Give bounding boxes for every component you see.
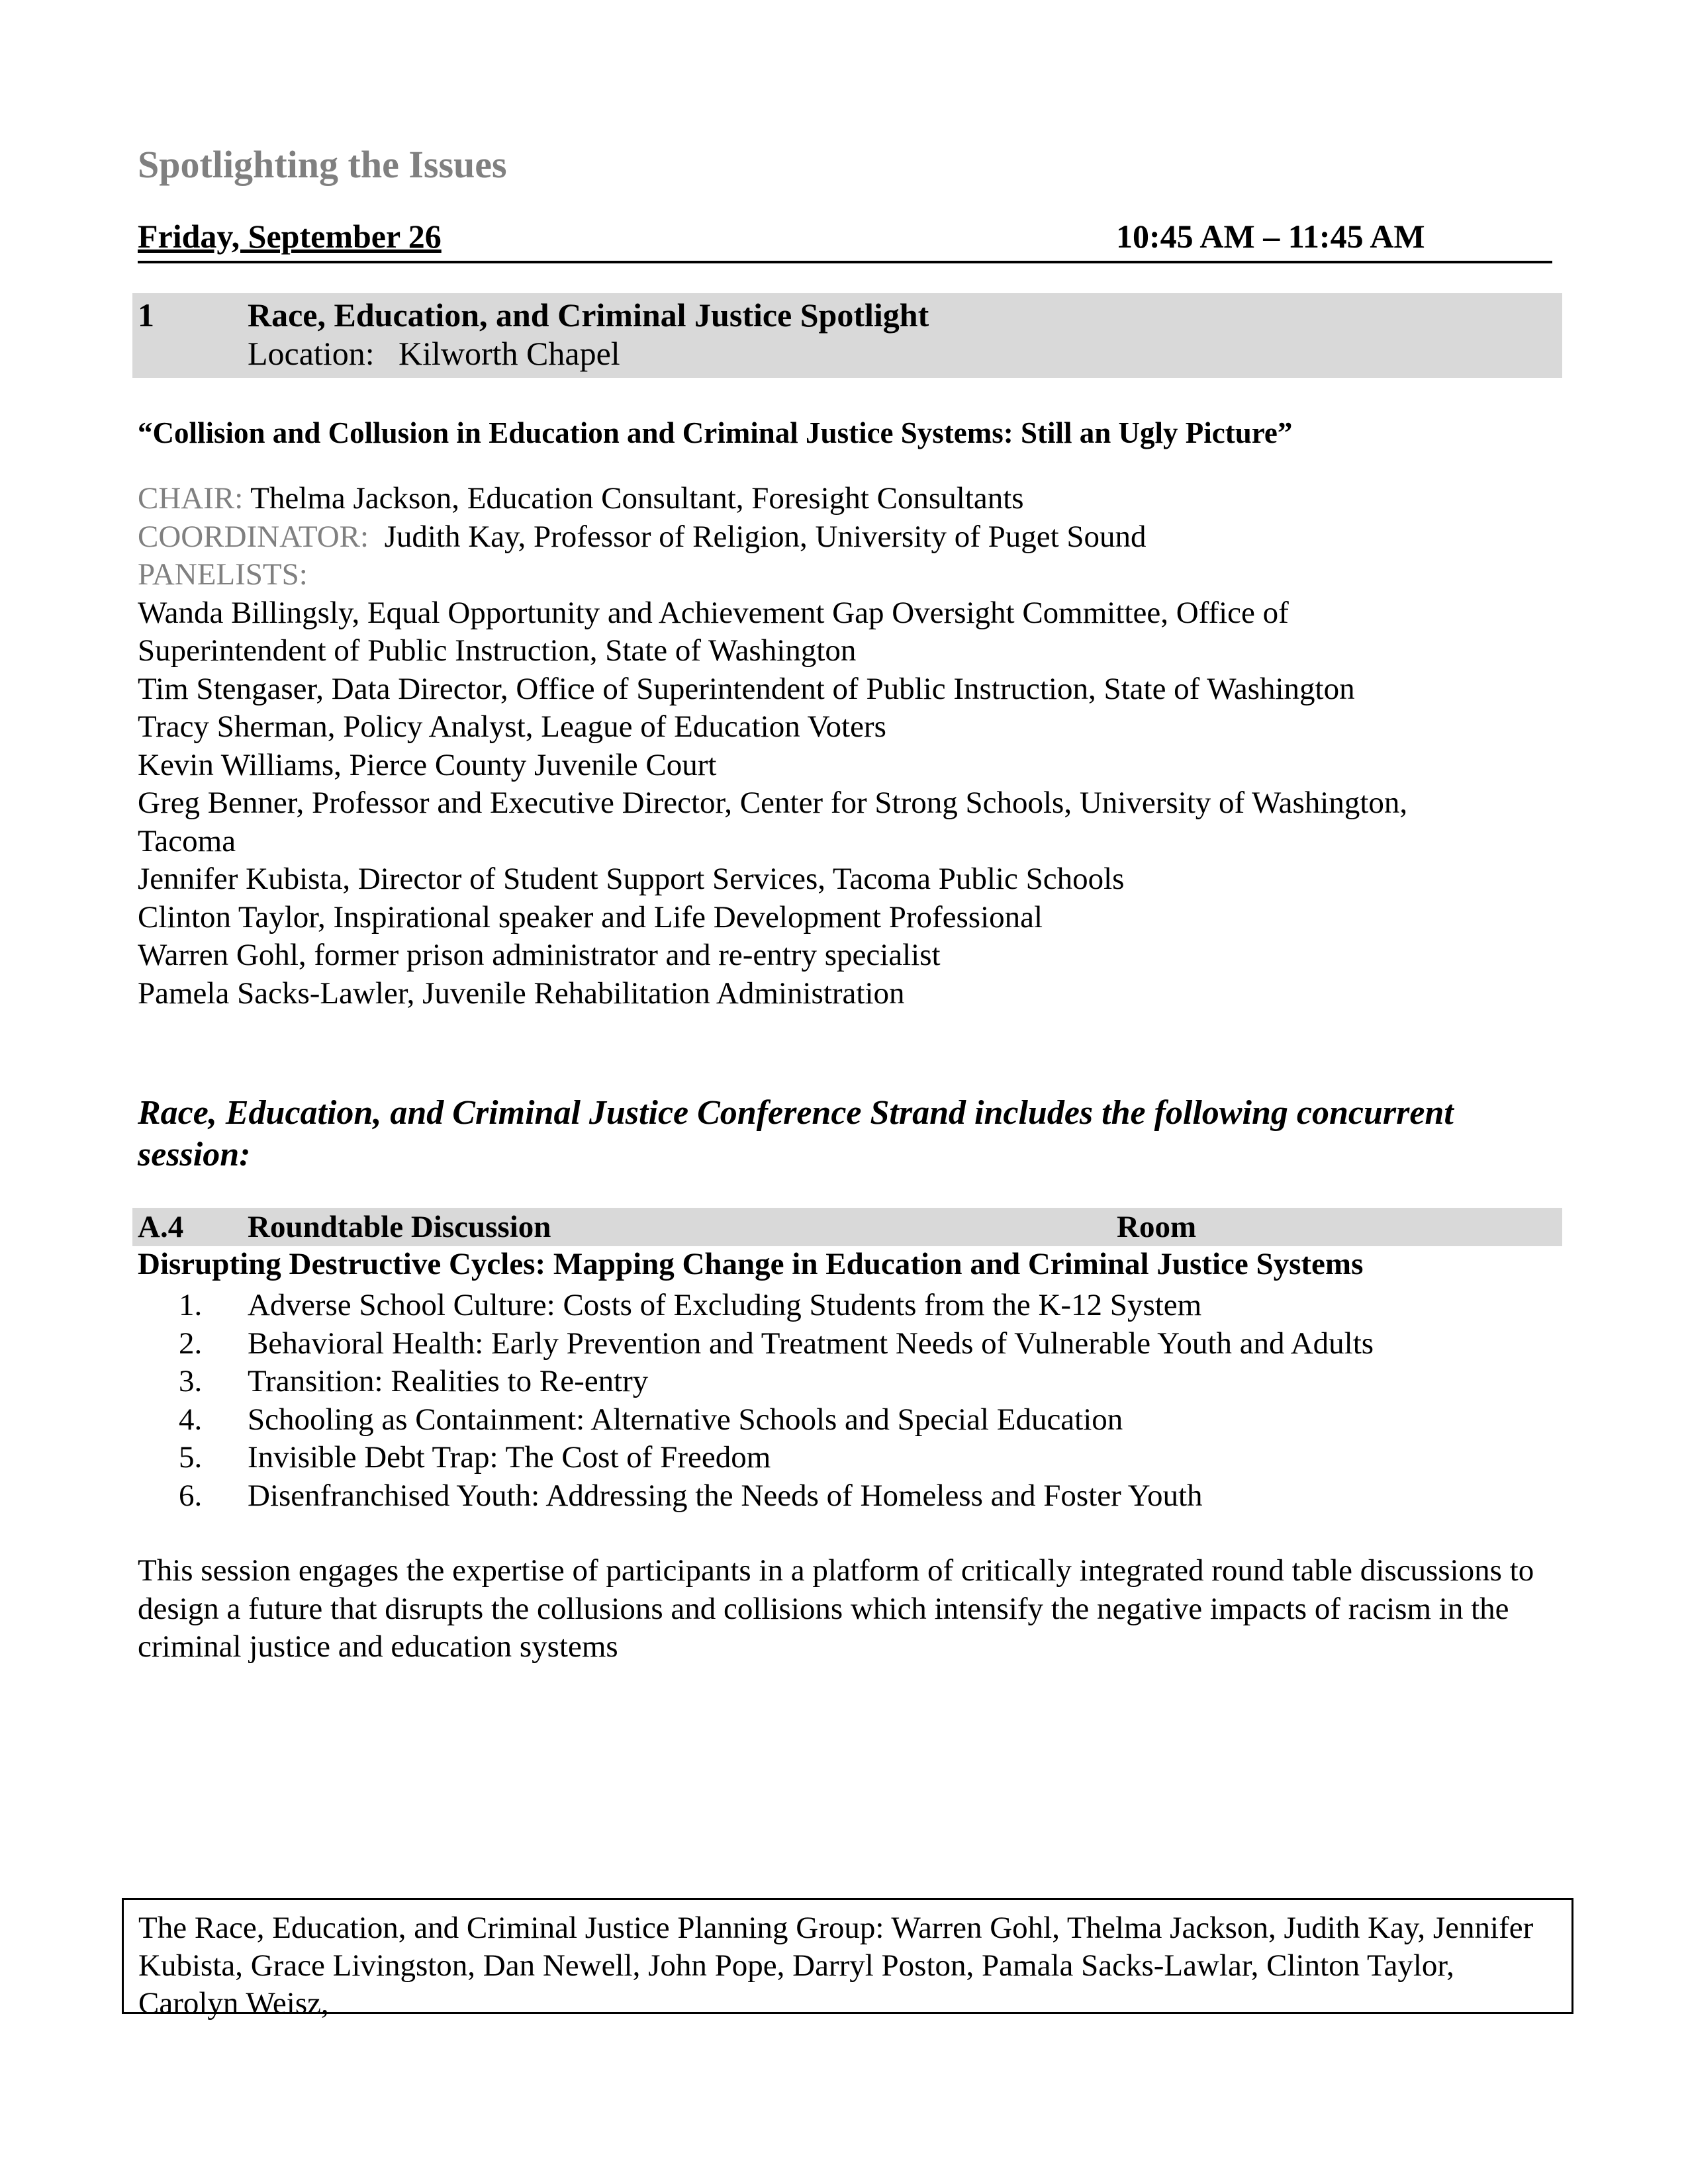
chair-value: Thelma Jackson, Education Consultant, Foresight Consultants bbox=[243, 481, 1024, 516]
planning-group-box: The Race, Education, and Criminal Justice Planning Group: Warren Gohl, Thelma Jackson, Judith Kay, Jennifer Kubista, Grace Livingston, Dan Newell, John Pope, Darryl Poston, Pamala Sacks-Lawlar, Clinton Taylor, Carolyn Weisz, bbox=[122, 1898, 1573, 2014]
list-number: 5. bbox=[179, 1440, 203, 1475]
session-date: Friday, September 26 bbox=[138, 218, 442, 255]
list-text: Schooling as Containment: Alternative Schools and Special Education bbox=[248, 1402, 1123, 1437]
list-text: Behavioral Health: Early Prevention and Treatment Needs of Vulnerable Youth and Adults bbox=[248, 1326, 1374, 1361]
list-number: 3. bbox=[179, 1364, 203, 1398]
panelist-line: Pamela Sacks-Lawler, Juvenile Rehabilitation Administration bbox=[138, 976, 905, 1011]
concurrent-session-title: Disrupting Destructive Cycles: Mapping Change in Education and Criminal Justice Systems bbox=[138, 1247, 1364, 1281]
panelist-line: Superintendent of Public Instruction, State of Washington bbox=[138, 633, 857, 668]
list-number: 1. bbox=[179, 1288, 203, 1322]
chair-line bbox=[138, 480, 1407, 518]
location-value: Kilworth Chapel bbox=[399, 335, 620, 372]
panelist-line: Tim Stengaser, Data Director, Office of Superintendent of Public Instruction, State of Washington bbox=[138, 671, 1355, 706]
session-roster bbox=[138, 480, 1407, 1013]
session-title: “Collision and Collusion in Education and Criminal Justice Systems: Still an Ugly Picture” bbox=[138, 416, 1293, 449]
list-number: 6. bbox=[179, 1478, 203, 1513]
concurrent-session-header bbox=[132, 1208, 1562, 1246]
session-code: A.4 bbox=[138, 1210, 184, 1244]
panelist-line: Jennifer Kubista, Director of Student Support Services, Tacoma Public Schools bbox=[138, 862, 1125, 896]
session-type: Roundtable Discussion bbox=[248, 1210, 551, 1244]
spotlight-header bbox=[132, 293, 1562, 378]
list-text: Adverse School Culture: Costs of Excluding Students from the K-12 System bbox=[248, 1288, 1202, 1322]
chair-label: CHAIR: bbox=[138, 481, 244, 516]
spotlight-number: 1 bbox=[138, 296, 154, 334]
coordinator-value: Judith Kay, Professor of Religion, University of Puget Sound bbox=[369, 519, 1147, 554]
panelist-line: Wanda Billingsly, Equal Opportunity and Achievement Gap Oversight Committee, Office of bbox=[138, 595, 1289, 630]
list-number: 4. bbox=[179, 1402, 203, 1437]
panelist-line: Warren Gohl, former prison administrator and re-entry specialist bbox=[138, 938, 941, 972]
coordinator-label: COORDINATOR: bbox=[138, 519, 369, 554]
session-description: This session engages the expertise of participants in a platform of critically integrated round table discussions to design a future that disrupts the collusions and collisions which intensify the negative impacts of racism in the criminal justice and education systems bbox=[138, 1553, 1534, 1664]
room-label: Room bbox=[1117, 1210, 1197, 1244]
session-time: 10:45 AM – 11:45 AM bbox=[1116, 218, 1425, 255]
panelists-label: PANELISTS: bbox=[138, 557, 308, 592]
coordinator-line bbox=[138, 518, 1407, 557]
panelist-line: Clinton Taylor, Inspirational speaker and Life Development Professional bbox=[138, 899, 1043, 934]
panelist-line: Tacoma bbox=[138, 823, 236, 858]
panelist-line: Tracy Sherman, Policy Analyst, League of Education Voters bbox=[138, 709, 886, 744]
list-number: 2. bbox=[179, 1326, 203, 1361]
schedule-row bbox=[138, 217, 1552, 263]
list-text: Transition: Realities to Re-entry bbox=[248, 1364, 649, 1398]
list-text: Disenfranchised Youth: Addressing the Needs of Homeless and Foster Youth bbox=[248, 1478, 1203, 1513]
strand-heading: Race, Education, and Criminal Justice Conference Strand includes the following concurrent session: bbox=[138, 1094, 1454, 1173]
page-title: Spotlighting the Issues bbox=[138, 143, 507, 186]
spotlight-title: Race, Education, and Criminal Justice Spotlight bbox=[248, 296, 929, 334]
panelist-line: Kevin Williams, Pierce County Juvenile Court bbox=[138, 747, 717, 782]
list-text: Invisible Debt Trap: The Cost of Freedom bbox=[248, 1440, 771, 1475]
panelist-line: Greg Benner, Professor and Executive Director, Center for Strong Schools, University of Washington, bbox=[138, 786, 1408, 820]
location-label: Location: bbox=[248, 335, 375, 372]
